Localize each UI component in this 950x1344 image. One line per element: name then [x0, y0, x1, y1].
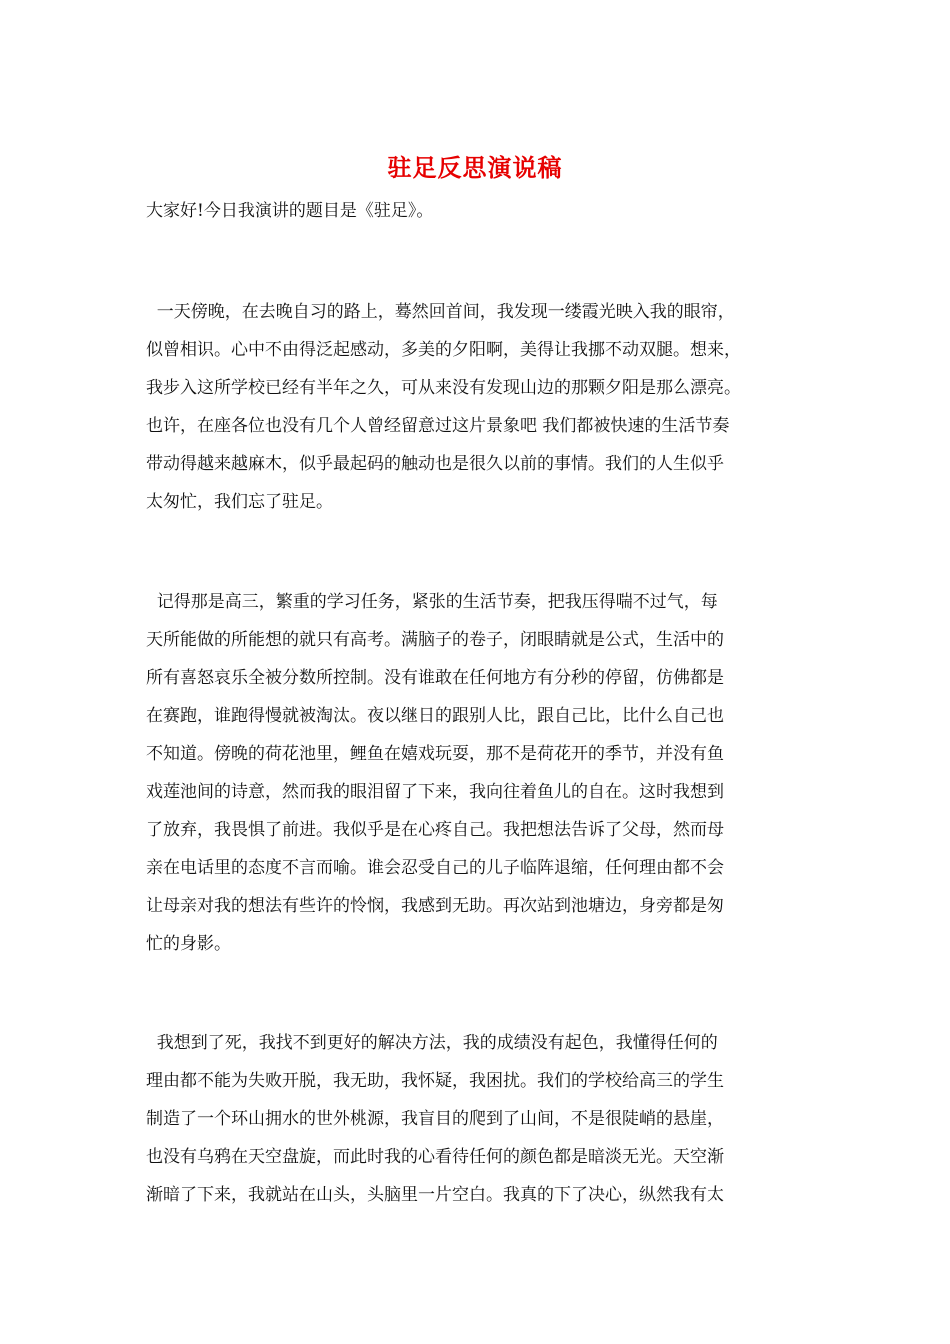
paragraph-line: 在赛跑，谁跑得慢就被淘汰。夜以继日的跟别人比，跟自己比，比什么自己也: [146, 706, 724, 726]
document-title: 驻足反思演说稿: [387, 153, 563, 182]
greeting-line: 大家好!今日我演讲的题目是《驻足》。: [146, 201, 434, 221]
paragraph-line: 忙的身影。: [146, 934, 231, 954]
paragraph-line: 一天傍晚，在去晚自习的路上，蓦然回首间，我发现一缕霞光映入我的眼帘，: [146, 302, 735, 322]
paragraph-1: [146, 293, 826, 521]
paragraph-line: 理由都不能为失败开脱，我无助，我怀疑，我困扰。我们的学校给高三的学生: [146, 1071, 724, 1091]
paragraph-line: 太匆忙，我们忘了驻足。: [146, 492, 333, 512]
paragraph-line: 所有喜怒哀乐全被分数所控制。没有谁敢在任何地方有分秒的停留，仿佛都是: [146, 668, 724, 688]
paragraph-line: 制造了一个环山拥水的世外桃源，我盲目的爬到了山间，不是很陡峭的悬崖，: [146, 1109, 724, 1129]
paragraph-line: 不知道。傍晚的荷花池里，鲤鱼在嬉戏玩耍，那不是荷花开的季节，并没有鱼: [146, 744, 724, 764]
paragraph-line: 似曾相识。心中不由得泛起感动，多美的夕阳啊，美得让我挪不动双腿。想来，: [146, 340, 741, 360]
paragraph-line: 戏莲池间的诗意，然而我的眼泪留了下来，我向往着鱼儿的自在。这时我想到: [146, 782, 724, 802]
paragraph-line: 带动得越来越麻木，似乎最起码的触动也是很久以前的事情。我们的人生似乎: [146, 454, 724, 474]
paragraph-line: 也没有乌鸦在天空盘旋，而此时我的心看待任何的颜色都是暗淡无光。天空渐: [146, 1147, 724, 1167]
paragraph-line: 了放弃，我畏惧了前进。我似乎是在心疼自己。我把想法告诉了父母，然而母: [146, 820, 724, 840]
paragraph-3: [146, 1024, 826, 1214]
paragraph-line: 渐暗了下来，我就站在山头，头脑里一片空白。我真的下了决心，纵然我有太: [146, 1185, 724, 1205]
paragraph-line: 亲在电话里的态度不言而喻。谁会忍受自己的儿子临阵退缩，任何理由都不会: [146, 858, 724, 878]
paragraph-line: 我想到了死，我找不到更好的解决方法，我的成绩没有起色，我懂得任何的: [146, 1033, 718, 1053]
paragraph-line: 也许，在座各位也没有几个人曾经留意过这片景象吧 我们都被快速的生活节奏: [146, 416, 730, 436]
paragraph-line: 记得那是高三，繁重的学习任务，紧张的生活节奏，把我压得喘不过气，每: [146, 592, 718, 612]
paragraph-line: 天所能做的所能想的就只有高考。满脑子的卷子，闭眼睛就是公式，生活中的: [146, 630, 724, 650]
paragraph-2: [146, 583, 826, 963]
paragraph-line: 让母亲对我的想法有些许的怜悯，我感到无助。再次站到池塘边，身旁都是匆: [146, 896, 724, 916]
paragraph-line: 我步入这所学校已经有半年之久，可从来没有发现山边的那颗夕阳是那么漂亮。: [146, 378, 741, 398]
